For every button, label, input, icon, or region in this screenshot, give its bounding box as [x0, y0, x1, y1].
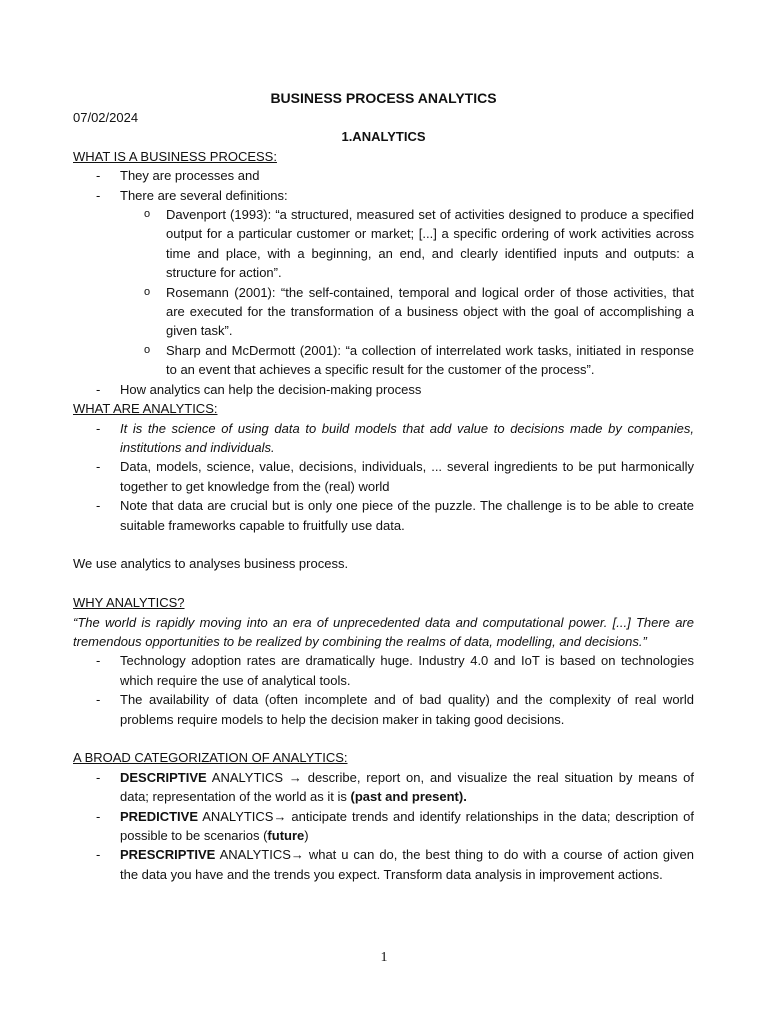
list-item: - PRESCRIPTIVE ANALYTICS→ what u can do, the best thing to do with a course of action given the data you have and the trends you expect. Transform data analysis in improvement actions. [96, 847, 694, 882]
definition-item: o Davenport (1993): “a structured, measured set of activities designed to produce a specified output for a particular customer or market; [...] a specific ordering of work activities across time and place, with a beginning, an end, and clearly identified inputs and outputs: a structure for action”. [144, 207, 694, 281]
analytics-list [73, 419, 694, 535]
list-item: - It is the science of using data to build models that add value to decisions made by companies, institutions and individuals. [96, 420, 694, 455]
list-item: - Note that data are crucial but is only one piece of the puzzle. The challenge is to be able to create suitable frameworks capable to fruitfully use data. [96, 498, 694, 533]
list-item: - DESCRIPTIVE ANALYTICS → describe, report on, and visualize the real situation by means of data; representation of the world as it is (past and present). [96, 769, 694, 805]
arrow-right-icon: → [288, 769, 302, 785]
list-item: - PREDICTIVE ANALYTICS→ anticipate trends and identify relationships in the data; description of possible to be scenarios (future) [96, 808, 694, 843]
document-date: 07/02/2024 [73, 110, 139, 125]
heading-categorization: A BROAD CATEGORIZATION OF ANALYTICS: [73, 750, 348, 766]
heading-business-process: WHAT IS A BUSINESS PROCESS: [73, 148, 277, 164]
definition-item: o Sharp and McDermott (2001): “a collection of interrelated work tasks, initiated in response to an event that achieves a specific result for the customer of the process”. [144, 342, 694, 378]
arrow-right-icon: → [290, 847, 304, 863]
list-item: - Data, models, science, value, decisions, individuals, ... several ingredients to be put harmonically together to get knowledge from the (real) world [96, 459, 694, 494]
definition-item: o Rosemann (2001): “the self-contained, temporal and logical order of those activities, that are executed for the transformation of a business object with the goal of accomplishing a given task”. [144, 284, 694, 339]
document-title: BUSINESS PROCESS ANALYTICS [270, 90, 497, 106]
document-page [73, 88, 694, 884]
arrow-right-icon: → [273, 808, 287, 824]
paragraph: We use analytics to analyses business process. [73, 556, 349, 572]
why-list [73, 651, 694, 729]
list-item: - The availability of data (often incomplete and of bad quality) and the complexity of real world problems require models to help the decision maker in taking good decisions. [96, 692, 694, 727]
heading-why-analytics: WHY ANALYTICS? [73, 595, 185, 611]
list-item: - They are processes and [96, 168, 260, 184]
business-process-list [73, 166, 694, 399]
quote: “The world is rapidly moving into an era of unprecedented data and computational power. [...] There are tremendous opportunities to be realized by combining the realms of data, modelling, and decisions.” [73, 614, 694, 649]
categorization-list [73, 768, 694, 884]
list-item: - How analytics can help the decision-making process [96, 381, 422, 397]
heading-what-are-analytics: WHAT ARE ANALYTICS: [73, 401, 218, 417]
list-item: - There are several definitions: o Davenport (1993): “a structured, measured set of activities designed to produce a specified output for a particular customer or market; [...] a specific ordering of work activities across time and place, with a beginning, an end, and clearly identified inputs and outputs: a structure for action”. o Rosemann (2001): “the self-contained, temporal and logical order of those activities, that are executed for the transformation of a business object with the goal of accomplishing a given task”. o Sharp and McDermott (2001): “a collection of interrelated work tasks, initiated in response to an event that achieves a specific result for the customer of the process”. [73, 186, 694, 380]
section-title: 1.ANALYTICS [341, 129, 426, 145]
definitions-list [120, 205, 694, 380]
list-item: - Technology adoption rates are dramatically huge. Industry 4.0 and IoT is based on technologies which require the use of analytical tools. [96, 653, 694, 688]
page-number: 1 [380, 950, 388, 965]
